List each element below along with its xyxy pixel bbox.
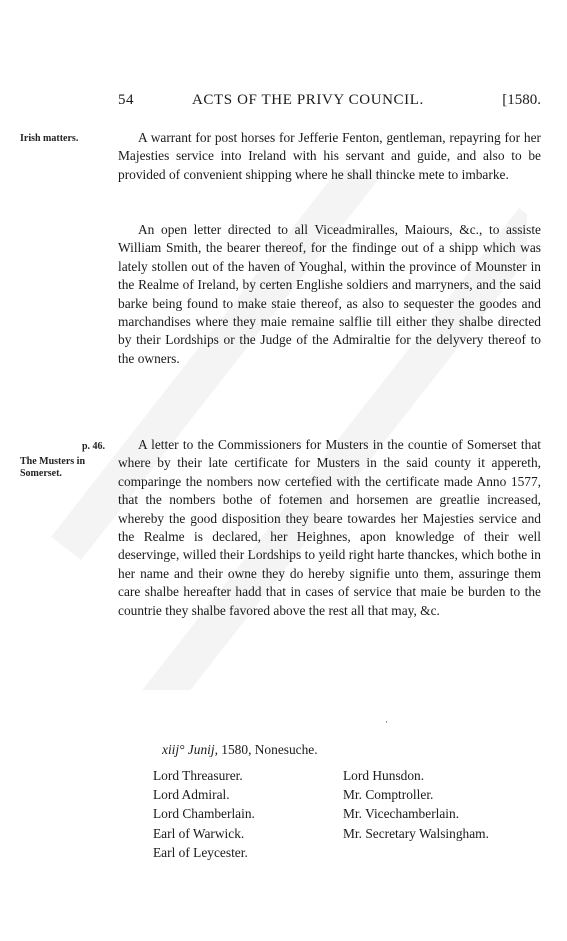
margin-page-ref: p. 46.	[82, 441, 106, 452]
meeting-date	[162, 742, 318, 758]
separator-dot: ·	[385, 717, 388, 727]
attendee: Earl of Leycester.	[153, 844, 248, 860]
entry-open-letter	[118, 221, 541, 368]
meeting-date-italic: xiij° Junij,	[162, 742, 218, 757]
attendees-left	[153, 766, 255, 862]
attendee: Lord Chamberlain.	[153, 806, 255, 822]
running-title: ACTS OF THE PRIVY COUNCIL.	[192, 92, 424, 108]
attendee: Mr. Vicechamberlain.	[343, 806, 460, 822]
attendees-right	[343, 766, 489, 843]
margin-note-musters: The Musters in Somerset.	[20, 456, 85, 479]
attendee: Earl of Warwick.	[153, 825, 245, 841]
margin-note-irish: Irish matters.	[20, 133, 79, 144]
entry-musters-letter	[118, 436, 541, 620]
attendee: Mr. Secretary Walsingham.	[343, 825, 489, 841]
meeting-date-place: 1580, Nonesuche.	[217, 742, 318, 757]
entry-text: An open letter directed to all Viceadmiralles, Maiours, &c., to assiste William Smith, the bearer thereof, for the findinge out of a shipp which was lately stollen out of the haven of Youghal, within the province of Mounster in the Realme of Ireland, by certen Englishe soldiers and marryners, and the said barke being found to make staie thereof, as also to sequester the goodes and marchandises where they maie remaine salflie till either they shalbe directed by their Lordships or the Judge of the Admiraltie for the delyvery thereof to the owners.	[118, 222, 541, 366]
entry-text: A letter to the Commissioners for Musters in the countie of Somerset that where by their late certificate for Musters in the said county it appereth, comparinge the nombers now certefied with the certificate made Anno 1577, that the nombers bothe of fotemen and horsemen are greatlie increased, whereby the good disposition they beare towardes her Majesties service and the Realme is declared, her Heighnes, apon knowledge of their well deservinge, willed their Lordships to yeild right harte thanckes, which bothe in her name and their owne they do hereby signifie unto them, assuringe them care shalbe hereafter hadd that in cases of service that maie be burden to the countrie they shalbe favored above the rest all that may, &c.	[118, 437, 541, 618]
page-header	[118, 92, 541, 112]
entry-text: A warrant for post horses for Jefferie Fenton, gentleman, repayring for her Majesties service into Ireland with his servant and guide, and also to be provided of convenient shipping where he shall thincke mete to imbarke.	[118, 130, 541, 182]
attendee: Lord Hunsdon.	[343, 768, 425, 783]
attendee: Mr. Comptroller.	[343, 787, 434, 803]
page-number: 54	[118, 92, 134, 108]
running-year: [1580.	[502, 92, 541, 108]
entry-warrant	[118, 129, 541, 184]
attendee: Lord Admiral.	[153, 787, 230, 803]
attendee: Lord Threasurer.	[153, 768, 243, 783]
